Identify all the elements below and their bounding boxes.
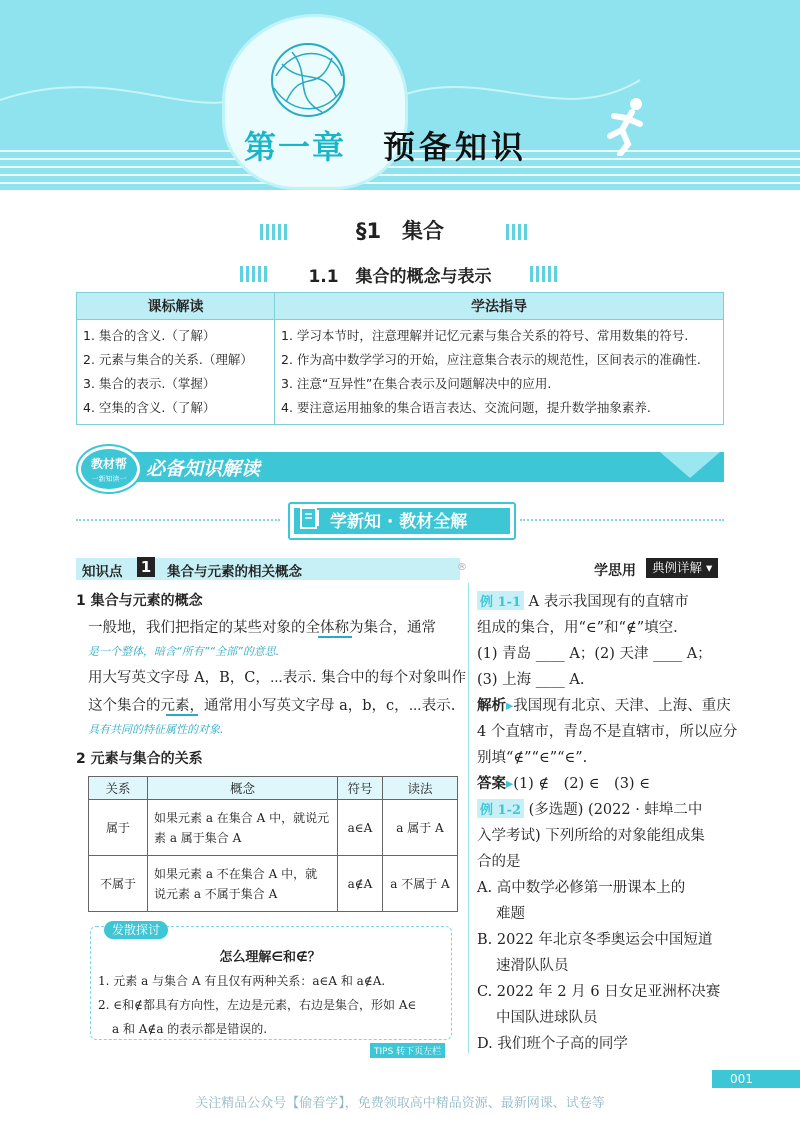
dotted-divider	[520, 519, 724, 523]
objectives-header-left: 课标解读	[77, 293, 275, 320]
example-line: 例 1-1 A 表示我国现有的直辖市	[477, 590, 689, 611]
registered-mark: ®	[457, 562, 467, 573]
chapter-label: 第一章	[244, 128, 347, 166]
option-c: C. 2022 年 2 月 6 日女足亚洲杯决赛	[477, 984, 721, 1000]
section-title: §1 集合	[300, 215, 500, 245]
notebook-icon	[298, 506, 322, 530]
option-d: D. 我们班个子高的同学	[477, 1036, 628, 1052]
objective-item: 1. 集合的含义.（了解）	[83, 328, 216, 343]
example-line: 合的是	[477, 854, 521, 870]
example-dropdown[interactable]: 典例详解 ▾	[646, 558, 718, 578]
explore-title: 怎么理解∈和∉？	[219, 950, 321, 965]
chapter-name: 预备知识	[383, 128, 528, 166]
concept-paragraph-line: 一般地，我们把指定的某些对象的全体称为集合，通常	[88, 620, 436, 636]
explore-line: a 和 A∉a 的表示都是错误的.	[112, 1022, 268, 1036]
table-row: 属于 如果元素 a 在集合 A 中，就说元 素 a 属于集合 A a∈A a 属于 A	[89, 800, 458, 856]
explore-line: 1. 元素 a 与集合 A 有且仅有两种关系：a∈A 和 a∉A.	[98, 974, 386, 988]
banner-title: 必备知识解读	[146, 458, 261, 480]
knowledge-label: 知识点	[82, 564, 123, 580]
explore-tab: 发散探讨	[104, 921, 168, 939]
title-bars-left	[240, 266, 270, 287]
table-header: 关系	[89, 777, 148, 800]
banner-arrow	[660, 452, 720, 478]
objectives-header-right: 学法指导	[275, 293, 724, 320]
table-header: 读法	[383, 777, 458, 800]
triangle-icon: ▸	[506, 776, 514, 792]
objectives-table	[76, 292, 724, 425]
relation-table	[88, 776, 458, 912]
triangle-icon: ▸	[506, 698, 514, 714]
table-header: 概念	[148, 777, 338, 800]
objectives-left-cell	[77, 320, 275, 425]
underline-mark	[166, 714, 198, 716]
option-b: B. 2022 年北京冬季奥运会中国短道	[477, 932, 713, 948]
page-number: 001	[712, 1070, 800, 1088]
table-header: 符号	[338, 777, 383, 800]
practice-label: 学思用	[594, 563, 636, 579]
example-line: 组成的集合，用“∈”和“∉”填空.	[477, 620, 678, 636]
analysis-line: 解析▸我国现有北京、天津、上海、重庆	[477, 698, 731, 714]
title-bars-right	[506, 221, 530, 245]
guide-item: 2. 作为高中数学学习的开始，应注意集合表示的规范性，区间表示的准确性.	[281, 352, 701, 367]
heading-concept: 1 集合与元素的概念	[76, 593, 203, 609]
guide-item: 3. 注意“互异性”在集合表示及问题解决中的应用.	[281, 376, 552, 391]
objective-item: 4. 空集的含义.（了解）	[83, 400, 216, 415]
knowledge-title: 集合与元素的相关概念	[167, 564, 302, 580]
concept-paragraph-line: 这个集合的元素，通常用小写英文字母 a，b，c，⋯表示.	[88, 698, 456, 714]
example-line: 入学考试) 下列所给的对象能组成集	[477, 828, 705, 844]
handwritten-note: 具有共同的特征属性的对象.	[88, 723, 224, 736]
handwritten-note: 是一个整体，暗含“所有”“全部”的意思.	[88, 645, 280, 658]
option-c-cont: 中国队进球队员	[496, 1010, 598, 1026]
banner-badge: 教材帮 一新知读一	[78, 446, 140, 492]
answer-line: 答案▸(1) ∉ (2) ∈ (3) ∈	[477, 776, 650, 792]
study-title: 学新知 · 教材全解	[330, 512, 468, 532]
option-b-cont: 速滑队队员	[496, 958, 569, 974]
title-bars-right	[530, 266, 560, 287]
footer-watermark: 关注精品公众号【偷着学】，免费领取高中精品资源、最新网课、试卷等	[195, 1096, 605, 1111]
example-tag: 例 1-1	[477, 591, 524, 610]
table-row: 不属于 如果元素 a 不在集合 A 中，就 说元素 a 不属于集合 A a∉A a 不属于 A	[89, 856, 458, 912]
concept-paragraph-line: 用大写英文字母 A，B，C，⋯表示. 集合中的每个对象叫作	[88, 670, 467, 686]
objective-item: 3. 集合的表示.（掌握）	[83, 376, 216, 391]
guide-item: 1. 学习本节时，注意理解并记忆元素与集合关系的符号、常用数集的符号.	[281, 328, 689, 343]
objective-item: 2. 元素与集合的关系.（理解）	[83, 352, 253, 367]
runner-icon	[596, 96, 652, 156]
dotted-divider	[76, 519, 280, 523]
explore-line: 2. ∈和∉都具有方向性，左边是元素，右边是集合，形如 A∈	[98, 998, 417, 1012]
yarn-ball-icon	[262, 36, 354, 124]
example-line: (1) 青岛 ____ A；(2) 天津 ____ A；	[477, 646, 712, 662]
option-a-cont: 难题	[496, 906, 525, 922]
option-a: A. 高中数学必修第一册课本上的	[477, 880, 686, 896]
knowledge-number: 1	[137, 557, 155, 577]
example-line: (3) 上海 ____ A.	[477, 672, 585, 688]
underline-mark	[318, 636, 352, 638]
column-divider	[468, 583, 469, 1053]
tips-link[interactable]: TIPS 转下页左栏	[370, 1043, 445, 1058]
heading-relation: 2 元素与集合的关系	[76, 751, 203, 767]
example-tag: 例 1-2	[477, 799, 524, 818]
example-line: 例 1-2 (多选题) (2022 · 蚌埠二中	[477, 798, 702, 819]
analysis-line: 别填“∉”“∈”“∈”.	[477, 750, 588, 766]
objectives-right-cell	[275, 320, 724, 425]
analysis-line: 4 个直辖市，青岛不是直辖市，所以应分	[477, 724, 738, 740]
subsection-title: 1.1 集合的概念与表示	[240, 262, 560, 287]
guide-item: 4. 要注意运用抽象的集合语言表达、交流问题，提升数学抽象素养.	[281, 400, 651, 415]
title-bars-left	[260, 221, 290, 245]
